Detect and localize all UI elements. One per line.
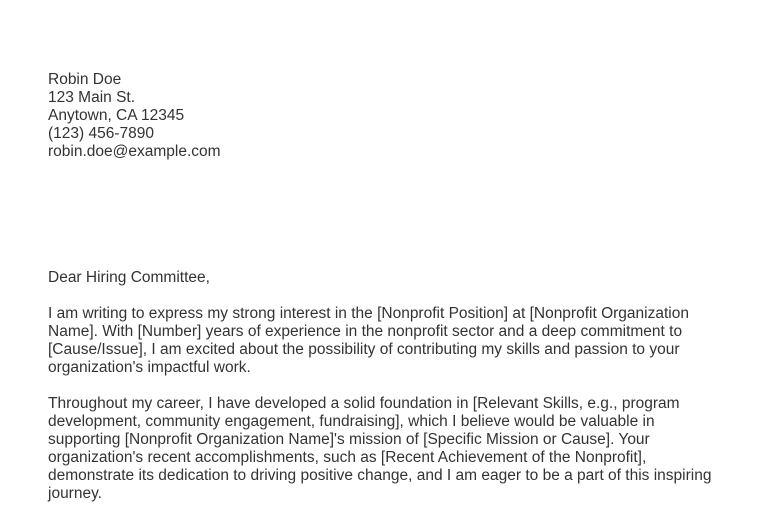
salutation: Dear Hiring Committee,	[48, 269, 210, 286]
sender-name: Robin Doe	[48, 71, 122, 88]
sender-email: robin.doe@example.com	[48, 143, 221, 160]
body-paragraph-1: I am writing to express my strong interest in the [Nonprofit Position] at [Nonprofit Organization Name]. With [Number] years of experience in the nonprofit sector and a deep commitment to [Cause/Issue], I am excited about the possibility of contributing my skills and passion to your organization's impactful work.	[48, 305, 689, 376]
sender-street: 123 Main St.	[48, 89, 136, 106]
sender-city-state-zip: Anytown, CA 12345	[48, 107, 185, 124]
body-paragraph-2: Throughout my career, I have developed a solid foundation in [Relevant Skills, e.g., program development, community engagement, fundraising], which I believe would be valuable in supporting [Nonprofit Organization Name]'s mission of [Specific Mission or Cause]. Your organization's recent accomplishments, such as [Recent Achievement of the Nonprofit], demonstrate its dedication to driving positive change, and I am eager to be a part of this inspiring journey.	[48, 395, 712, 502]
sender-phone: (123) 456-7890	[48, 125, 154, 142]
cover-letter	[48, 71, 728, 521]
sender-address-block	[48, 71, 728, 161]
